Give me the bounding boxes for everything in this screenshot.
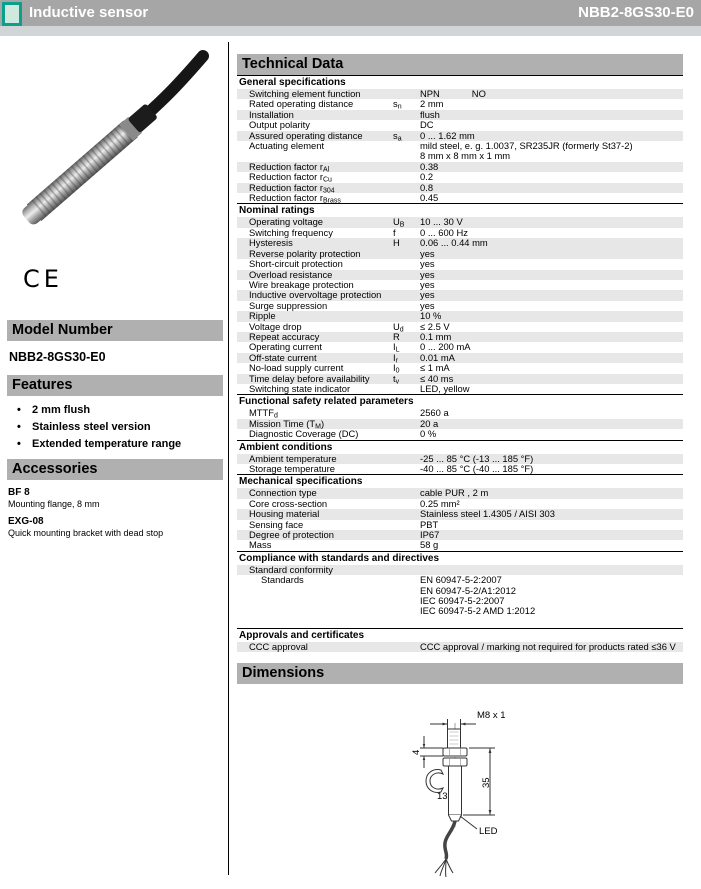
technical-data-heading: Technical Data <box>237 54 683 75</box>
spec-label: CCC approval <box>249 640 308 652</box>
hex-nut <box>443 748 467 756</box>
spec-symbol <box>393 520 420 530</box>
spec-label: Assured operating distance <box>249 129 363 141</box>
spec-value: ≤ 1 mA <box>420 362 450 374</box>
spec-label: Ambient temperature <box>249 452 337 464</box>
spec-value: ≤ 2.5 V <box>420 320 450 332</box>
accessory-name: BF 8 <box>8 487 30 498</box>
spec-value: 0.1 mm <box>420 330 452 342</box>
spec-value: yes <box>420 268 435 280</box>
spec-section-title: Mechanical specifications <box>237 474 683 488</box>
spec-label: Sensing face <box>249 518 304 530</box>
feature-item <box>17 405 223 416</box>
spec-value: ≤ 40 ms <box>420 372 454 384</box>
spec-section <box>237 474 683 550</box>
spec-symbol: $s_n$ <box>393 98 402 111</box>
spec-label: Operating voltage <box>249 216 324 228</box>
spec-label: Voltage drop <box>249 320 302 332</box>
spec-value: cable PUR , 2 m <box>420 487 489 499</box>
spec-value: flush <box>420 108 440 120</box>
spec-section <box>237 203 683 394</box>
accessory-item <box>7 487 223 509</box>
spec-symbol <box>393 565 420 575</box>
spec-label: Degree of protection <box>249 529 334 541</box>
spec-value: 0.45 <box>420 192 439 204</box>
body-taper <box>449 815 462 821</box>
spec-symbol <box>393 249 420 259</box>
spec-value: 10 % <box>420 310 442 322</box>
spec-label: Actuating element <box>249 140 325 152</box>
features-list <box>7 405 223 450</box>
spec-row <box>237 311 683 321</box>
spec-symbol <box>393 162 420 172</box>
page-header <box>0 0 701 26</box>
main-content <box>237 54 683 889</box>
model-number-value: NBB2-8GS30-E0 <box>9 350 106 364</box>
spec-symbol <box>393 408 420 418</box>
spec-value: NPN NO <box>420 88 486 99</box>
spec-symbol <box>393 509 420 519</box>
spec-row <box>237 642 683 652</box>
spec-symbol <box>393 311 420 321</box>
spec-section <box>237 628 683 652</box>
spec-label: Reduction factor $r_{304}$ <box>249 181 335 195</box>
spec-symbol <box>393 454 420 464</box>
spec-symbol <box>393 464 420 474</box>
spec-label: Mass <box>249 539 272 551</box>
spec-label: Connection type <box>249 487 317 499</box>
spec-symbol: $I_L$ <box>393 341 400 354</box>
bullet-icon: • <box>17 438 21 450</box>
accessory-item <box>7 516 223 538</box>
spec-value: 0.2 <box>420 171 434 183</box>
spec-value: IP67 <box>420 529 440 541</box>
feature-label: Extended temperature range <box>32 438 182 450</box>
spec-label: Diagnostic Coverage (DC) <box>249 428 359 440</box>
wrench-size-label: 13 <box>437 791 448 803</box>
spec-value: DC <box>420 119 434 131</box>
spec-label: Ripple <box>249 310 276 322</box>
spec-value: 0 ... 200 mA <box>420 341 471 353</box>
spec-symbol <box>393 172 420 182</box>
hex-nut <box>443 758 467 766</box>
product-cable <box>145 56 203 116</box>
spec-label: Off-state current <box>249 351 317 363</box>
spec-label: No-load supply current <box>249 362 344 374</box>
spec-symbol: $U_d$ <box>393 320 404 334</box>
spec-label: Reverse polarity protection <box>249 247 361 259</box>
spec-symbol <box>393 259 420 269</box>
spec-label: Housing material <box>249 508 320 520</box>
spec-label: Standards <box>261 574 304 586</box>
spec-label: Mission Time $(T_M)$ <box>249 417 325 431</box>
accessory-description: Quick mounting bracket with dead stop <box>8 528 164 538</box>
nut-height-label: 4 <box>411 749 422 756</box>
spec-symbol: H <box>393 237 400 249</box>
spec-symbol <box>393 141 420 162</box>
spec-label: Repeat accuracy <box>249 330 320 342</box>
spec-label: Hysteresis <box>249 237 293 249</box>
spec-section-rows <box>237 408 683 439</box>
accessories-heading: Accessories <box>7 459 223 480</box>
spec-value: yes <box>420 299 435 311</box>
led-leader-line <box>460 816 477 829</box>
spec-value: 0.06 ... 0.44 mm <box>420 237 488 249</box>
spec-section-rows <box>237 565 683 617</box>
spec-label: Surge suppression <box>249 299 328 311</box>
dimensions-heading: Dimensions <box>237 663 683 684</box>
spec-section <box>237 394 683 439</box>
spec-row <box>237 509 683 519</box>
spec-label: Wire breakage protection <box>249 278 354 290</box>
spec-symbol: $I_r$ <box>393 351 398 365</box>
spec-section-rows <box>237 89 683 203</box>
spec-label: Switching element function <box>249 88 361 99</box>
spec-label: Reduction factor $r_{Brass}$ <box>249 192 341 205</box>
spec-section-rows <box>237 642 683 652</box>
bullet-icon: • <box>17 421 21 433</box>
spec-row <box>237 259 683 269</box>
spec-symbol: $t_v$ <box>393 372 400 386</box>
spec-symbol <box>393 290 420 300</box>
body-length-label: 35 <box>481 777 492 789</box>
spec-row <box>237 141 683 162</box>
header-model-number: NBB2-8GS30-E0 <box>578 4 694 21</box>
bullet-icon: • <box>17 404 21 416</box>
spec-value: yes <box>420 278 435 290</box>
header-strip <box>0 26 701 36</box>
spec-section-title: Approvals and certificates <box>237 628 683 642</box>
spec-section-title: Functional safety related parameters <box>237 394 683 408</box>
spec-label: Short-circuit protection <box>249 258 343 270</box>
spec-value: Stainless steel 1.4305 / AISI 303 <box>420 508 555 520</box>
spec-value: EN 60947-5-2:2007 EN 60947-5-2/A1:2012 IEC 60947-5-2:2007 IEC 60947-5-2 AMD 1:2012 <box>420 574 536 617</box>
spec-symbol <box>393 488 420 498</box>
spec-section-title: Nominal ratings <box>237 203 683 217</box>
spec-symbol: $s_a$ <box>393 129 402 143</box>
accessory-name: EXG-08 <box>8 516 44 527</box>
spec-value: 0 ... 1.62 mm <box>420 129 475 141</box>
spec-symbol: $I_0$ <box>393 362 400 375</box>
spec-symbol <box>393 384 420 394</box>
spec-symbol <box>393 301 420 311</box>
spec-section-title: General specifications <box>237 75 683 89</box>
spec-value: 58 g <box>420 539 439 551</box>
wrench-icon <box>426 770 443 793</box>
spec-section-rows <box>237 454 683 475</box>
spec-row <box>237 363 683 373</box>
spec-label: Output polarity <box>249 119 310 131</box>
spec-value: yes <box>420 258 435 270</box>
spec-row <box>237 301 683 311</box>
spec-symbol <box>393 193 420 203</box>
spec-section-rows <box>237 488 683 550</box>
spec-symbol <box>393 530 420 540</box>
spec-value: 20 a <box>420 417 439 429</box>
spec-value: 0.8 <box>420 181 434 193</box>
spec-label: Time delay before availability <box>249 372 370 384</box>
feature-label: 2 mm flush <box>32 404 91 416</box>
spec-label: Operating current <box>249 341 322 353</box>
spec-value: 2560 a <box>420 407 449 419</box>
spec-value: -40 ... 85 °C (-40 ... 185 °F) <box>420 463 534 474</box>
spec-section <box>237 440 683 475</box>
ce-mark: CE <box>23 265 63 293</box>
spec-value: 2 mm <box>420 98 444 110</box>
accessory-description: Mounting flange, 8 mm <box>8 499 100 509</box>
spec-label: Core cross-section <box>249 497 328 509</box>
spec-symbol <box>393 499 420 509</box>
spec-value: LED, yellow <box>420 382 470 394</box>
thread-label: M8 x 1 <box>477 710 506 722</box>
spec-symbol <box>393 110 420 120</box>
spec-value: 0.01 mA <box>420 351 455 363</box>
spec-symbol <box>393 540 420 550</box>
spec-symbol: R <box>393 330 400 342</box>
spec-row <box>237 540 683 550</box>
model-number-heading: Model Number <box>7 320 223 341</box>
spec-label: Switching frequency <box>249 226 333 238</box>
spec-symbol <box>393 429 420 439</box>
spec-symbol <box>393 575 420 617</box>
sidebar <box>7 42 223 538</box>
spec-section-title: Compliance with standards and directives <box>237 551 683 565</box>
brand-icon <box>2 2 22 26</box>
spec-symbol: $U_B$ <box>393 216 405 229</box>
spec-value: mild steel, e. g. 1.0037, SR235JR (formerly St37-2) 8 mm x 8 mm x 1 mm <box>420 140 633 162</box>
spec-row <box>237 530 683 540</box>
spec-symbol <box>393 280 420 290</box>
spec-label: Storage temperature <box>249 463 335 474</box>
spec-value: yes <box>420 289 435 301</box>
cable <box>445 821 455 859</box>
spec-row <box>237 429 683 439</box>
spec-row <box>237 99 683 109</box>
spec-label: Standard conformity <box>249 563 333 575</box>
spec-value: 10 ... 30 V <box>420 216 463 228</box>
spec-label: $MTTF_d$ <box>249 407 278 420</box>
spec-value: 0.38 <box>420 160 439 172</box>
column-divider <box>228 42 229 875</box>
spec-row <box>237 384 683 394</box>
spec-label: Rated operating distance <box>249 98 354 110</box>
spec-value: PBT <box>420 518 439 530</box>
spec-value: 0 % <box>420 428 437 440</box>
spec-label: Overload resistance <box>249 268 333 280</box>
spec-value: yes <box>420 247 435 259</box>
spec-section-title: Ambient conditions <box>237 440 683 454</box>
spec-section <box>237 551 683 617</box>
spec-symbol <box>393 419 420 429</box>
spec-row <box>237 464 683 474</box>
spec-row <box>237 575 683 617</box>
product-photo <box>7 42 223 260</box>
spec-symbol <box>393 183 420 193</box>
technical-data-table <box>237 75 683 652</box>
spec-symbol: f <box>393 226 396 238</box>
spec-section <box>237 75 683 203</box>
spec-label: Installation <box>249 108 294 120</box>
spec-label: Inductive overvoltage protection <box>249 289 382 301</box>
spec-value: 0 ... 600 Hz <box>420 226 468 238</box>
spec-symbol <box>393 270 420 280</box>
spec-section-rows <box>237 217 683 394</box>
spec-value: CCC approval / marking not required for products rated ≤36 V <box>420 640 676 652</box>
spec-label: Reduction factor $r_{Cu}$ <box>249 171 332 184</box>
feature-item <box>17 439 223 450</box>
spec-label: Reduction factor $r_{Al}$ <box>249 160 330 174</box>
spec-value: 0.25 mm² <box>420 497 460 509</box>
spec-row <box>237 193 683 203</box>
feature-item <box>17 422 223 433</box>
dimension-drawing <box>400 703 580 889</box>
accessories-list <box>7 487 223 538</box>
led-label: LED <box>479 826 498 838</box>
feature-label: Stainless steel version <box>32 421 151 433</box>
sensor-body <box>449 766 462 815</box>
product-type-title: Inductive sensor <box>29 4 149 21</box>
spec-value: -25 ... 85 °C (-13 ... 185 °F) <box>420 452 534 464</box>
spec-label: Switching state indicator <box>249 382 351 394</box>
spec-symbol <box>393 642 420 652</box>
features-heading: Features <box>7 375 223 396</box>
